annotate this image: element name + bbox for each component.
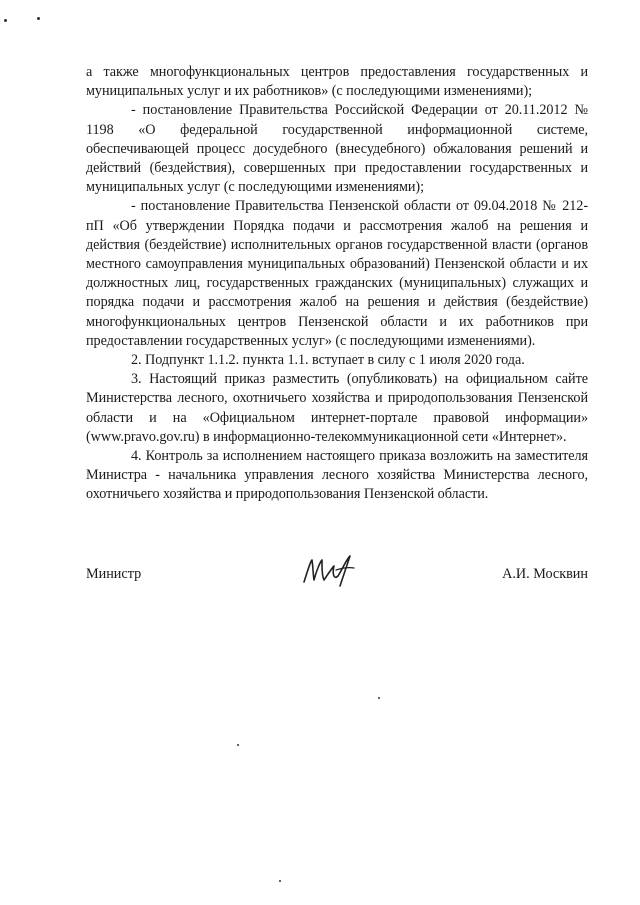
scan-speck <box>37 17 40 20</box>
scan-speck <box>237 744 239 746</box>
paragraph-resolution-1198: - постановление Правительства Российской Федерации от 20.11.2012 № 1198 «О федеральной государственной информационной системе, обеспечивающей процесс досудебного (внесудебного) обжалования решений и действий (бездействия), совершенных при предоставлении государственных и муниципальных услуг (с последующими изменениями); <box>86 102 588 196</box>
paragraph-resolution-212: - постановление Правительства Пензенской области от 09.04.2018 № 212-пП «Об утверждении Порядка подачи и рассмотрения жалоб на решения и действия (бездействие) исполнительных органов государственной власти (органов местного самоуправления муниципальных образований) Пензенской области и их должностных лиц, государственных гражданских (муниципальных) служащих и порядка подачи и рассмотрения жалоб на решения и действия (бездействие) многофункциональных центров Пензенской области и их работников при предоставлении государственных услуг» (с последующими изменениями). <box>86 198 588 349</box>
signatory-title: Министр <box>86 566 142 582</box>
handwritten-signature <box>300 552 360 588</box>
scan-speck <box>4 19 7 22</box>
paragraph-item-3: 3. Настоящий приказ разместить (опубликовать) на официальном сайте Министерства лесного, охотничьего хозяйства и природопользования Пензенской области и на «Официальном интернет-портале правовой информации» (www.pravo.gov.ru) в информационно-телекоммуникационной сети «Интернет». <box>86 371 588 445</box>
scan-speck <box>378 697 380 699</box>
scan-speck <box>279 880 281 882</box>
signatory-name: А.И. Москвин <box>502 566 588 582</box>
document-body <box>86 63 588 505</box>
signature-block <box>86 560 588 600</box>
paragraph-item-4: 4. Контроль за исполнением настоящего приказа возложить на заместителя Министра - начальника управления лесного хозяйства Министерства лесного, охотничьего хозяйства и природопользования Пензенской области. <box>86 448 588 503</box>
paragraph-continuation: а также многофункциональных центров предоставления государственных и муниципальных услуг и их работников» (с последующими изменениями); <box>86 64 588 100</box>
paragraph-item-2: 2. Подпункт 1.1.2. пункта 1.1. вступает в силу с 1 июля 2020 года. <box>131 352 525 369</box>
